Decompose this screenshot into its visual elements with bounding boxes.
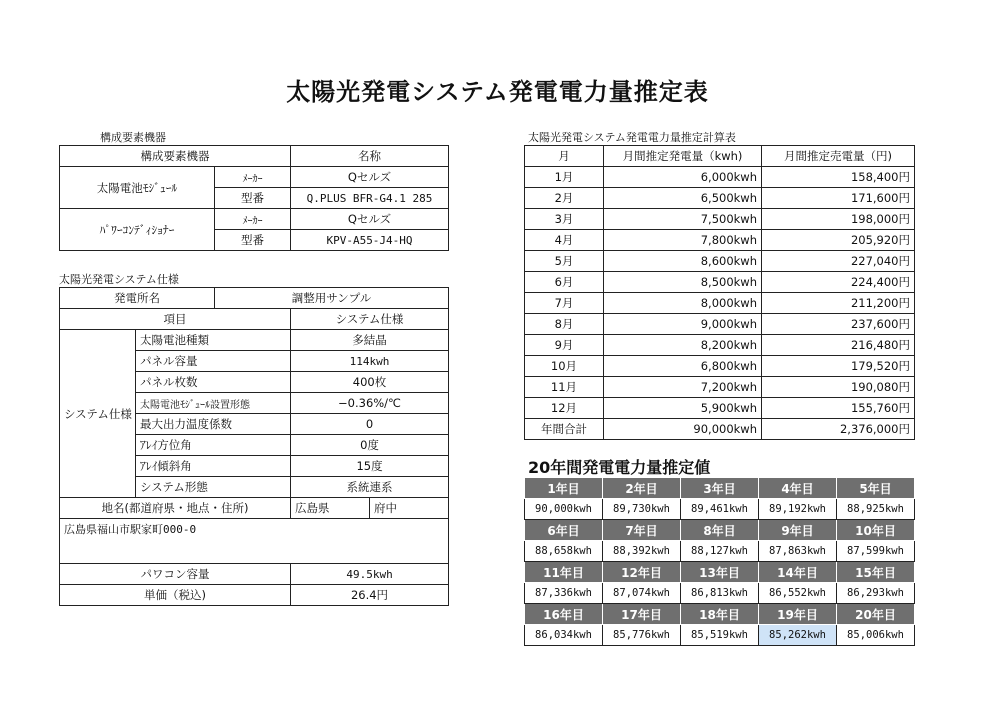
item-header: 項目 [60, 309, 291, 330]
spec-row-value: 114kwh [291, 351, 449, 372]
city-value: 府中 [370, 498, 449, 519]
module-maker-value: Qセルズ [291, 167, 449, 188]
month-cell: 6月 [525, 272, 604, 293]
twenty-year-table [524, 477, 915, 646]
year-value: 86,813kwh [681, 583, 759, 604]
year-label: 10年目 [837, 520, 915, 541]
year-value: 88,658kwh [525, 541, 603, 562]
sales-cell: 211,200円 [762, 293, 915, 314]
spec-row-value: 多結晶 [291, 330, 449, 351]
spec-row-label: システム形態 [136, 477, 291, 498]
module-label: 太陽電池ﾓｼﾞｭｰﾙ [60, 167, 215, 209]
monthly-table [524, 145, 915, 440]
pcs-maker-value: Qセルズ [291, 209, 449, 230]
year-label: 7年目 [603, 520, 681, 541]
pcs-model-label: 型番 [215, 230, 291, 251]
month-cell: 11月 [525, 377, 604, 398]
page-title: 太陽光発電システム発電電力量推定表 [286, 78, 709, 106]
sales-cell: 205,920円 [762, 230, 915, 251]
sales-cell: 237,600円 [762, 314, 915, 335]
year-value: 87,863kwh [759, 541, 837, 562]
spec-row-label: 太陽電池ﾓｼﾞｭｰﾙ設置形態 [136, 393, 291, 414]
year-value: 89,192kwh [759, 499, 837, 520]
year-value: 89,461kwh [681, 499, 759, 520]
year-value: 88,127kwh [681, 541, 759, 562]
gen-cell: 8,600kwh [604, 251, 762, 272]
year-value: 90,000kwh [525, 499, 603, 520]
year-label: 11年目 [525, 562, 603, 583]
sales-cell: 171,600円 [762, 188, 915, 209]
gen-cell: 8,000kwh [604, 293, 762, 314]
year-label: 17年目 [603, 604, 681, 625]
year-value: 87,336kwh [525, 583, 603, 604]
annual-total-gen: 90,000kwh [604, 419, 762, 440]
year-label: 1年目 [525, 478, 603, 499]
monthly-caption: 太陽光発電システム発電電力量推定計算表 [528, 131, 736, 144]
year-label: 6年目 [525, 520, 603, 541]
spec-row-value: 系統連系 [291, 477, 449, 498]
sales-cell: 158,400円 [762, 167, 915, 188]
month-cell: 8月 [525, 314, 604, 335]
annual-total-sales: 2,376,000円 [762, 419, 915, 440]
month-cell: 7月 [525, 293, 604, 314]
spec-row-value: 0度 [291, 435, 449, 456]
sales-cell: 216,480円 [762, 335, 915, 356]
year-value: 88,925kwh [837, 499, 915, 520]
spec-caption: 太陽光発電システム仕様 [59, 273, 179, 286]
spec-row-label: 太陽電池種類 [136, 330, 291, 351]
month-cell: 2月 [525, 188, 604, 209]
gen-cell: 7,200kwh [604, 377, 762, 398]
sales-cell: 198,000円 [762, 209, 915, 230]
header-component: 構成要素機器 [60, 146, 291, 167]
year-value: 86,034kwh [525, 625, 603, 646]
year-value: 87,599kwh [837, 541, 915, 562]
twenty-year-title: 20年間発電電力量推定値 [528, 458, 711, 477]
spec-row-value: −0.36%/℃ [291, 393, 449, 414]
components-caption: 構成要素機器 [100, 131, 166, 144]
pcs-label: ﾊﾟﾜｰｺﾝﾃﾞｨｼｮﾅｰ [60, 209, 215, 251]
year-value: 85,006kwh [837, 625, 915, 646]
year-value: 85,519kwh [681, 625, 759, 646]
sales-cell: 155,760円 [762, 398, 915, 419]
year-value: 86,293kwh [837, 583, 915, 604]
prefecture-value: 広島県 [291, 498, 370, 519]
spec-row-label: パネル枚数 [136, 372, 291, 393]
plant-name-label: 発電所名 [60, 288, 215, 309]
year-label: 4年目 [759, 478, 837, 499]
components-table [59, 145, 449, 251]
year-label: 9年目 [759, 520, 837, 541]
spec-header: システム仕様 [291, 309, 449, 330]
gen-cell: 8,200kwh [604, 335, 762, 356]
year-label: 5年目 [837, 478, 915, 499]
gen-cell: 7,500kwh [604, 209, 762, 230]
module-model-value: Q.PLUS BFR-G4.1 285 [291, 188, 449, 209]
year-label: 12年目 [603, 562, 681, 583]
year-value-selected[interactable]: 85,262kwh [759, 625, 837, 646]
year-label: 14年目 [759, 562, 837, 583]
year-label: 19年目 [759, 604, 837, 625]
location-label: 地名(都道府県・地点・住所) [60, 498, 291, 519]
year-value: 85,776kwh [603, 625, 681, 646]
year-label: 13年目 [681, 562, 759, 583]
header-gen: 月間推定発電量（kwh) [604, 146, 762, 167]
month-cell: 5月 [525, 251, 604, 272]
sales-cell: 224,400円 [762, 272, 915, 293]
year-label: 3年目 [681, 478, 759, 499]
year-value: 88,392kwh [603, 541, 681, 562]
gen-cell: 6,000kwh [604, 167, 762, 188]
pcs-capacity-label: パワコン容量 [60, 564, 291, 585]
sales-cell: 179,520円 [762, 356, 915, 377]
spec-row-value: 400枚 [291, 372, 449, 393]
sales-cell: 227,040円 [762, 251, 915, 272]
year-value: 89,730kwh [603, 499, 681, 520]
unit-price-label: 単価（税込) [60, 585, 291, 606]
spec-group-label: システム仕様 [60, 330, 136, 498]
spec-row-label: 最大出力温度係数 [136, 414, 291, 435]
header-name: 名称 [291, 146, 449, 167]
gen-cell: 6,800kwh [604, 356, 762, 377]
year-label: 8年目 [681, 520, 759, 541]
spec-row-label: ｱﾚｲ傾斜角 [136, 456, 291, 477]
month-cell: 10月 [525, 356, 604, 377]
annual-total-label: 年間合計 [525, 419, 604, 440]
spec-row-value: 15度 [291, 456, 449, 477]
year-value: 86,552kwh [759, 583, 837, 604]
month-cell: 9月 [525, 335, 604, 356]
header-sales: 月間推定売電量（円) [762, 146, 915, 167]
gen-cell: 9,000kwh [604, 314, 762, 335]
pcs-capacity-value: 49.5kwh [291, 564, 449, 585]
spec-row-value: 0 [291, 414, 449, 435]
module-model-label: 型番 [215, 188, 291, 209]
pcs-model-value: KPV-A55-J4-HQ [291, 230, 449, 251]
year-label: 18年目 [681, 604, 759, 625]
spec-table [59, 287, 449, 606]
sales-cell: 190,080円 [762, 377, 915, 398]
pcs-maker-label: ﾒｰｶｰ [215, 209, 291, 230]
gen-cell: 5,900kwh [604, 398, 762, 419]
month-cell: 3月 [525, 209, 604, 230]
gen-cell: 6,500kwh [604, 188, 762, 209]
unit-price-value: 26.4円 [291, 585, 449, 606]
year-value: 87,074kwh [603, 583, 681, 604]
month-cell: 1月 [525, 167, 604, 188]
gen-cell: 7,800kwh [604, 230, 762, 251]
spec-row-label: ｱﾚｲ方位角 [136, 435, 291, 456]
month-cell: 12月 [525, 398, 604, 419]
module-maker-label: ﾒｰｶｰ [215, 167, 291, 188]
gen-cell: 8,500kwh [604, 272, 762, 293]
header-month: 月 [525, 146, 604, 167]
address-value: 広島県福山市駅家町000-0 [60, 519, 449, 564]
year-label: 20年目 [837, 604, 915, 625]
year-label: 15年目 [837, 562, 915, 583]
year-label: 16年目 [525, 604, 603, 625]
year-label: 2年目 [603, 478, 681, 499]
plant-name-value: 調整用サンプル [215, 288, 449, 309]
month-cell: 4月 [525, 230, 604, 251]
spec-row-label: パネル容量 [136, 351, 291, 372]
